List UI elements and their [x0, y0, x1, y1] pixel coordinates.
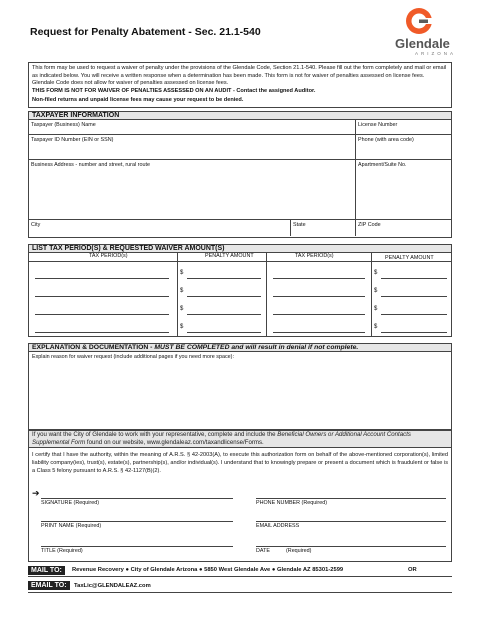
divider-3	[371, 253, 372, 337]
period-line[interactable]	[273, 296, 365, 297]
date-required: (Required)	[286, 548, 312, 554]
period-line[interactable]	[273, 332, 365, 333]
email-address-label: EMAIL ADDRESS	[256, 523, 300, 529]
page-title: Request for Penalty Abatement - Sec. 21.1-540	[30, 26, 261, 38]
email-address-line[interactable]	[256, 521, 446, 522]
period-line[interactable]	[35, 332, 169, 333]
certification-text: I certify that I have the authority, within the meaning of A.R.S. § 42-2003(A), to execute this authorization form on behalf of the above-mentioned corporation(s), limited liability company(ies), trust(s), estate(s), partnership(s), and/or individual(s). I understand that to knowingly prepare or present a document which is fraudulent or false is a Class 5 felony pursuant to A.R.S. § 42-1127(B)(2).	[32, 452, 448, 474]
amount-line[interactable]	[381, 278, 447, 279]
dollar-sign: $	[374, 306, 378, 312]
period-line[interactable]	[273, 278, 365, 279]
amount-line[interactable]	[187, 278, 261, 279]
phone-field[interactable]	[356, 135, 451, 160]
logo-subtitle: ARIZONA	[415, 51, 457, 56]
glendale-logo-icon	[404, 6, 434, 36]
footer-rule	[28, 576, 452, 577]
representative-form-name: Beneficial Owners or Additional Account Contacts Supplemental Form	[32, 431, 411, 446]
intro-paragraph: This form may be used to request a waiver of penalty under the provisions of the Glendale Code, Section 21.1-540. Please fill out the form completely and mail or email as indicated below. You will receive a written response when a determination has been made. This form is not for waiver of penalties assessed on license fees. Glendale Code does not allow for waiver of penalties assessed on license fees.	[32, 65, 447, 86]
dollar-sign: $	[180, 288, 184, 294]
amount-line[interactable]	[187, 296, 261, 297]
dollar-sign: $	[374, 270, 378, 276]
license-number-field[interactable]	[356, 120, 451, 135]
business-name-label: Taxpayer (Business) Name	[31, 122, 96, 128]
or-text: OR	[408, 567, 417, 573]
dollar-sign: $	[374, 324, 378, 330]
period-line[interactable]	[35, 296, 169, 297]
taxpayer-section	[28, 120, 452, 238]
arrow-icon: ➔	[32, 488, 40, 498]
zip-field[interactable]	[356, 220, 451, 236]
phone-number-line[interactable]	[256, 498, 446, 499]
amount-line[interactable]	[187, 314, 261, 315]
suite-field[interactable]	[356, 160, 451, 220]
representative-note	[28, 430, 452, 448]
period-line[interactable]	[273, 314, 365, 315]
state-field[interactable]	[291, 220, 356, 236]
mail-to-tag: MAIL TO:	[28, 566, 65, 575]
taxpayer-heading: TAXPAYER INFORMATION	[28, 111, 452, 120]
dollar-sign: $	[180, 306, 184, 312]
phone-label: Phone (with area code)	[358, 137, 414, 143]
signature-label: SIGNATURE (Required)	[41, 500, 100, 506]
col-period-2: TAX PERIOD(s)	[295, 253, 334, 259]
date-line[interactable]	[256, 546, 446, 547]
intro-box	[28, 62, 452, 108]
dollar-sign: $	[180, 270, 184, 276]
dollar-sign: $	[374, 288, 378, 294]
explanation-heading-prefix: EXPLANATION & DOCUMENTATION -	[32, 344, 155, 351]
certification-section	[28, 448, 452, 562]
amount-line[interactable]	[381, 296, 447, 297]
title-line[interactable]	[41, 546, 233, 547]
logo-name: Glendale	[395, 36, 450, 51]
representative-prefix: If you want the City of Glendale to work with your representative, complete and include the	[32, 431, 278, 438]
amount-line[interactable]	[187, 332, 261, 333]
tin-label: Taxpayer ID Number (EIN or SSN)	[31, 137, 114, 143]
col-period-1: TAX PERIOD(s)	[89, 253, 128, 259]
city-label: City	[31, 222, 41, 228]
representative-suffix: found on our website, www.glendaleaz.com/taxandlicense/Forms.	[85, 438, 264, 446]
print-name-line[interactable]	[41, 521, 233, 522]
mail-address: Revenue Recovery ● City of Glendale Arizona ● 5850 West Glendale Ave ● Glendale AZ 85301-2599	[72, 567, 344, 573]
suite-label: Apartment/Suite No.	[358, 162, 407, 168]
periods-table	[28, 253, 452, 337]
period-line[interactable]	[35, 278, 169, 279]
business-address-label: Business Address - number and street, rural route	[31, 162, 150, 168]
explanation-instruction: Explain reason for waiver request (include additional pages if you need more space):	[32, 354, 234, 360]
state-label: State	[293, 222, 306, 228]
phone-number-label: PHONE NUMBER (Required)	[256, 500, 327, 506]
col-amount-1: PENALTY AMOUNT	[205, 253, 254, 259]
period-line[interactable]	[35, 314, 169, 315]
explanation-heading-emphasis: MUST BE COMPLETED and will result in denial if not complete.	[154, 344, 359, 351]
zip-label: ZIP Code	[358, 222, 381, 228]
city-field[interactable]	[29, 220, 291, 236]
title-label: TITLE (Required)	[41, 548, 83, 554]
explanation-heading	[28, 343, 452, 352]
business-address-field[interactable]	[29, 160, 356, 220]
email-link[interactable]: TaxLic@GLENDALEAZ.com	[74, 583, 151, 589]
license-number-label: License Number	[358, 122, 398, 128]
email-to-tag: EMAIL TO:	[28, 581, 70, 590]
divider-1	[177, 253, 178, 337]
audit-notice: THIS FORM IS NOT FOR WAIVER OF PENALTIES ASSESSED ON AN AUDIT - Contact the assigned Auditor.	[32, 87, 316, 94]
amount-line[interactable]	[381, 332, 447, 333]
divider-2	[266, 253, 267, 337]
table-header-rule	[29, 261, 451, 262]
footer-rule-2	[28, 592, 452, 593]
signature-line[interactable]	[41, 498, 233, 499]
nonfiled-notice: Non-filed returns and unpaid license fees may cause your request to be denied.	[32, 97, 244, 103]
date-label: DATE	[256, 548, 270, 554]
explanation-textarea[interactable]	[28, 352, 452, 430]
periods-heading: LIST TAX PERIOD(S) & REQUESTED WAIVER AMOUNT(S)	[28, 244, 452, 253]
print-name-label: PRINT NAME (Required)	[41, 523, 102, 529]
col-amount-2: PENALTY AMOUNT	[385, 255, 434, 261]
business-name-field[interactable]	[29, 120, 356, 135]
amount-line[interactable]	[381, 314, 447, 315]
dollar-sign: $	[180, 324, 184, 330]
tin-field[interactable]	[29, 135, 356, 160]
